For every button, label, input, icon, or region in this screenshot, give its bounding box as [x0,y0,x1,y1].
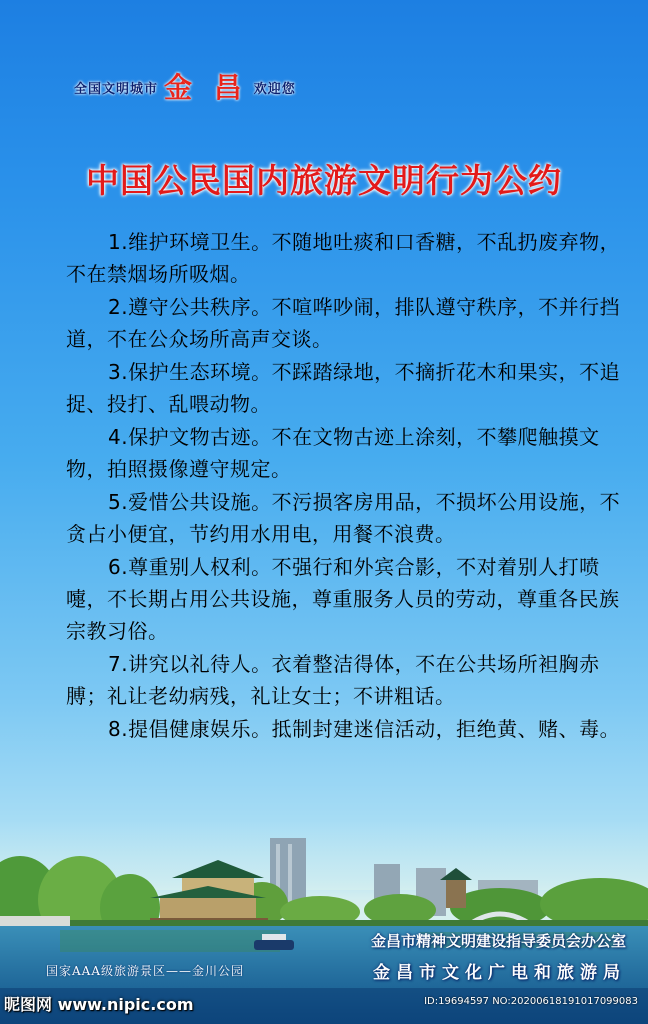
welcome-suffix: 欢迎您 [253,82,296,97]
convention-item: 6.尊重别人权利。不强行和外宾合影，不对着别人打喷嚏，不长期占用公共设施，尊重服务人员的劳动，尊重各民族宗教习俗。 [66,555,620,643]
city-name: 金 昌 [164,71,248,104]
poster-title: 中国公民国内旅游文明行为公约 [86,161,562,200]
convention-item: 2.遵守公共秩序。不喧哗吵闹，排队遵守秩序，不并行挡道，不在公众场所高声交谈。 [66,295,621,351]
bureau-name: 金昌市文化广电和旅游局 [373,963,626,983]
office-name: 金昌市精神文明建设指导委员会办公室 [370,932,626,950]
welcome-banner [74,66,296,106]
scenic-spot-label: 国家AAA级旅游景区——金川公园 [46,964,244,978]
convention-item: 5.爱惜公共设施。不污损客房用品，不损坏公用设施，不贪占小便宜，节约用水用电，用餐不浪费。 [66,490,621,546]
convention-item: 1.维护环境卫生。不随地吐痰和口香糖，不乱扔废弃物，不在禁烟场所吸烟。 [66,230,621,286]
watermark-logo: 昵图网 www.nipic.com [4,995,194,1014]
convention-item: 4.保护文物古迹。不在文物古迹上涂刻，不攀爬触摸文物，拍照摄像遵守规定。 [66,425,600,481]
convention-item: 3.保护生态环境。不踩踏绿地，不摘折花木和果实，不追捉、投打、乱喂动物。 [66,360,621,416]
convention-item: 8.提倡健康娱乐。抵制封建迷信活动，拒绝黄、赌、毒。 [108,717,621,741]
welcome-prefix: 全国文明城市 [74,82,159,97]
convention-item: 7.讲究以礼待人。衣着整洁得体，不在公共场所袒胸赤膊；礼让老幼病残，礼让女士；不讲粗话。 [66,652,600,708]
convention-list [66,226,624,746]
watermark-id: ID:19694597 NO:20200618191017099083 [424,996,638,1007]
